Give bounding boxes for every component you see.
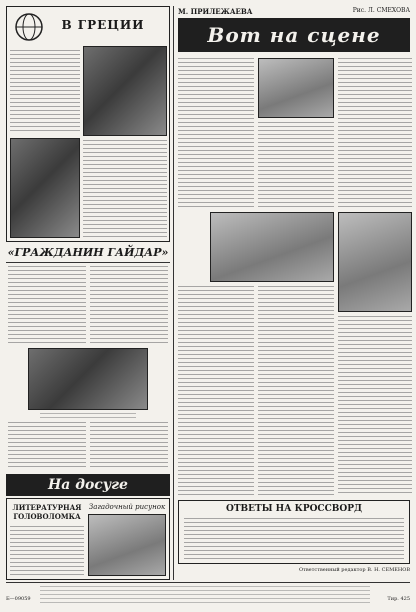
gaidar-title: «ГРАЖДАНИН ГАЙДАР» — [7, 246, 169, 259]
footer-rule — [6, 582, 410, 583]
na-dosuge-banner: На досуге — [6, 474, 170, 496]
story-text-col-6 — [338, 316, 412, 496]
story-text-col-2 — [258, 122, 334, 208]
gaidar-caption — [40, 413, 136, 419]
gaidar-text-col-1 — [8, 266, 86, 346]
story-text-col-5 — [258, 286, 334, 496]
greece-text-right — [83, 140, 167, 238]
story-illustration-right — [338, 212, 412, 312]
gaidar-text-col-2 — [90, 266, 168, 346]
gaidar-text-col-4 — [90, 422, 168, 470]
greece-globe-icon — [12, 12, 46, 42]
footer-right-code: Тир. 425 — [387, 596, 410, 602]
greece-photo-top — [83, 46, 167, 136]
greece-title: В ГРЕЦИИ — [61, 18, 145, 32]
center-column-rule — [173, 6, 174, 580]
gaidar-text-col-3 — [8, 422, 86, 470]
footer-address-text — [40, 586, 370, 604]
puzzle-subtitle: Загадочный рисунок — [88, 503, 166, 511]
story-text-col-3 — [338, 58, 412, 208]
puzzle-title: ЛИТЕРАТУРНАЯ ГОЛОВОЛОМКА — [12, 503, 82, 521]
greece-photo-bottom — [10, 138, 80, 238]
puzzle-picture — [88, 514, 166, 576]
footer-left-code: Б—09059 — [6, 596, 31, 602]
puzzle-question-list — [10, 526, 84, 576]
gaidar-photo — [28, 348, 148, 410]
story-illustration-middle — [210, 212, 334, 282]
story-text-col-4 — [178, 286, 254, 496]
greece-text-left — [10, 50, 80, 134]
gaidar-title-rule — [6, 262, 170, 263]
story-author: М. ПРИЛЕЖАЕВА — [178, 7, 253, 16]
story-text-col-1 — [178, 58, 254, 208]
story-illustrator: Рис. Л. СМЕХОВА — [352, 7, 410, 14]
story-title-banner: Вот на сцене — [178, 18, 410, 52]
editor-line: Ответственный редактор В. Н. СЕМЕНОВ — [299, 567, 410, 573]
story-illustration-top — [258, 58, 334, 118]
crossword-title: ОТВЕТЫ НА КРОССВОРД — [226, 504, 362, 514]
crossword-answers-text — [184, 518, 404, 560]
